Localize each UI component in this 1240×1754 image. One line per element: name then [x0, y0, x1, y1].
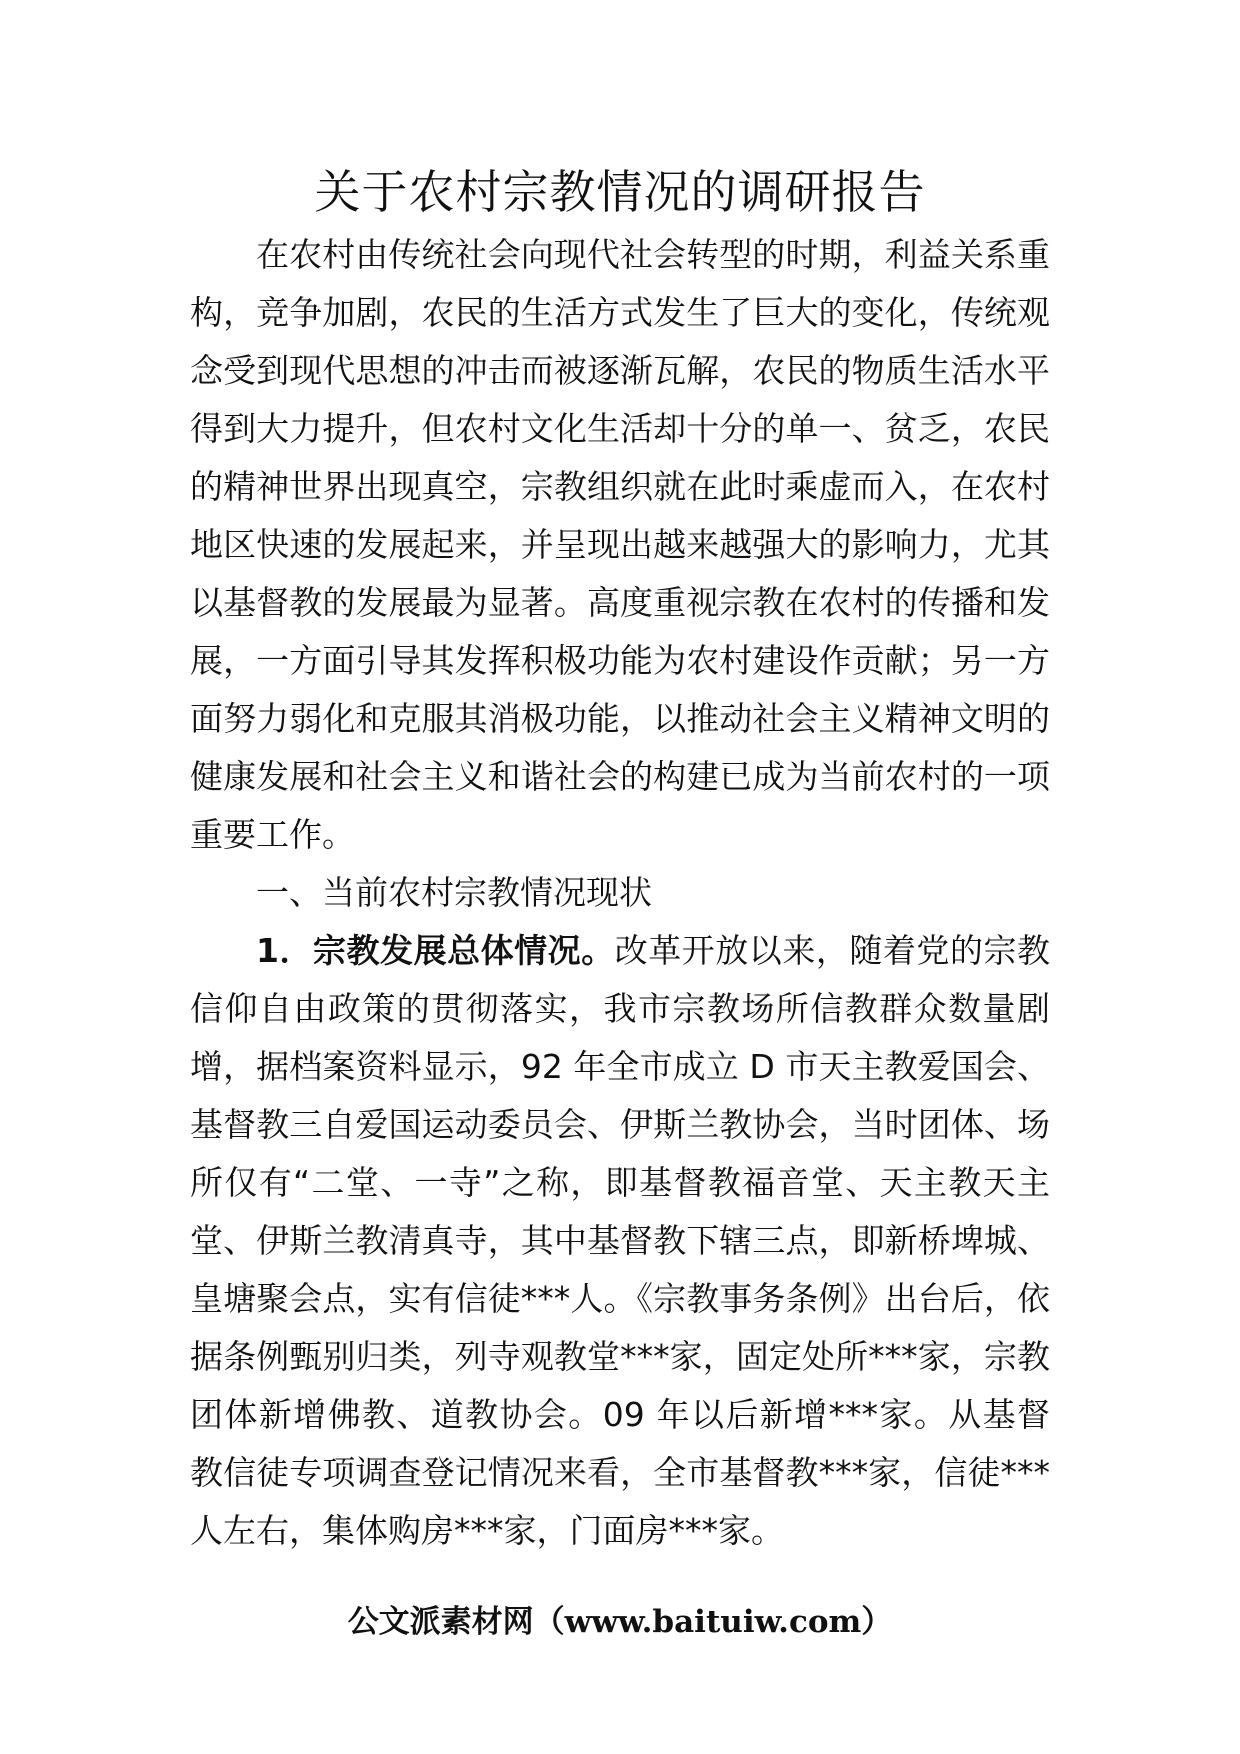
document-title: 关于农村宗教情况的调研报告 — [314, 165, 926, 219]
item-lead: 1．宗教发展总体情况。 — [256, 931, 615, 970]
section-heading: 一、当前农村宗教情况现状 — [256, 873, 652, 912]
item-text: 改革开放以来，随着党的宗教信仰自由政策的贯彻落实，我市宗教场所信教群众数量剧增，据档案资料显示，92 年全市成立 D 市天主教爱国会、基督教三自爱国运动委员会、伊斯兰教协会，当时团体、场所仅有“二堂、一寺”之称，即基督教福音堂、天主教天主堂、伊斯兰教清真寺，其中基督教下辖三点，即新桥埤城、皇塘聚会点，实有信徒***人。《宗教事务条例》出台后，依据条例甄别归类，列寺观教堂***家，固定处所***家，宗教团体新增佛教、道教协会。09 年以后新增***家。从基督教信徒专项调查登记情况来看，全市基督教***家，信徒***人左右，集体购房***家，门面房***家。 — [190, 931, 1050, 1550]
document-body — [190, 226, 1050, 1560]
intro-paragraph: 在农村由传统社会向现代社会转型的时期，利益关系重构，竞争加剧，农民的生活方式发生了巨大的变化，传统观念受到现代思想的冲击而被逐渐瓦解，农民的物质生活水平得到大力提升，但农村文化生活却十分的单一、贫乏，农民的精神世界出现真空，宗教组织就在此时乘虚而入，在农村地区快速的发展起来，并呈现出越来越强大的影响力，尤其以基督教的发展最为显著。高度重视宗教在农村的传播和发展，一方面引导其发挥积极功能为农村建设作贡献；另一方面努力弱化和克服其消极功能，以推动社会主义精神文明的健康发展和社会主义和谐社会的构建已成为当前农村的一项重要工作。 — [190, 235, 1050, 854]
footer-watermark: 公文派素材网（www.baituiw.com） — [347, 1604, 893, 1640]
item-paragraph — [190, 922, 1050, 1560]
